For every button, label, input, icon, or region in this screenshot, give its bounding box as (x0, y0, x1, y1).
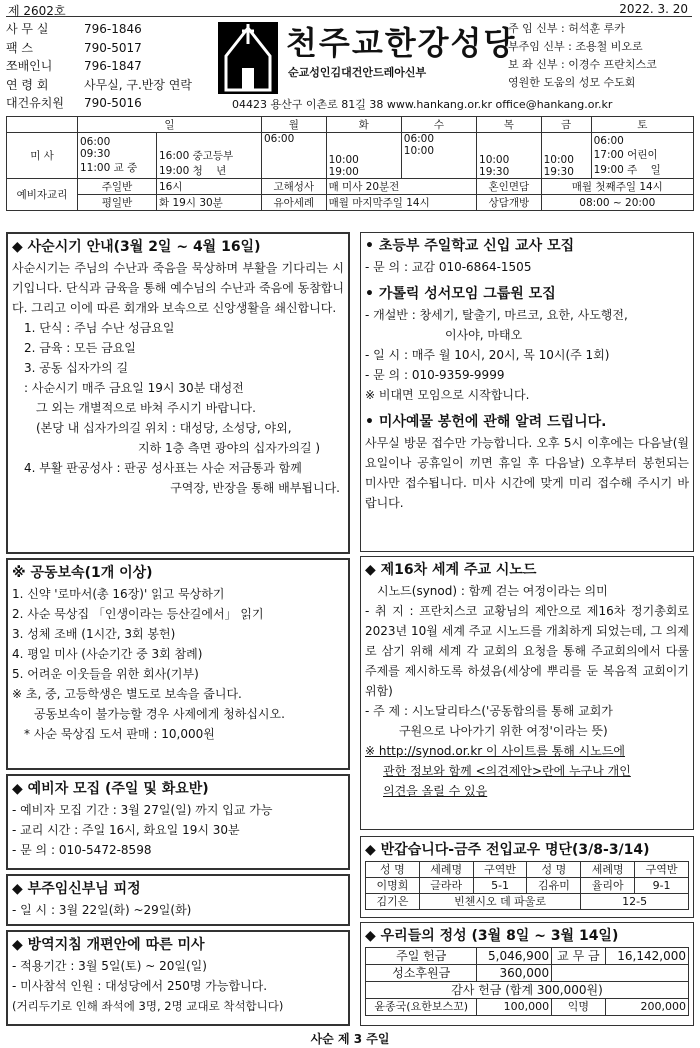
contact-row: 연 령 회 사무실, 구.반장 연락 (6, 77, 192, 92)
contact-row: 대건유치원 790-5016 (6, 96, 142, 110)
schedule-header-row: 일 월 화 수 목 금 토 (7, 117, 694, 133)
synod-notice: ◆ 제16차 세계 주교 시노드 시노드(synod) : 함께 걷는 여정이라는 의미 - 취 지 : 프란치스코 교황님의 제안으로 제16차 정기총회로 2023년 10월 세계 주교 시노드를 개최하게 되었는데, 그 의제로 삼기 위해 세계 각 교회의 요청을 통해 주교회의에서 다룰 주제를 제시하도록 하셨음(세상에 뿌리를 둔 복음적 교회이기 위함) - 주 제 : 시노달리타스('공동합의를 통해 교회가 구원으로 나아가기 위한 여정'이라는 뜻) ※ http://synod.or.kr 이 사이트를 통해 시노드에 관한 정보와 함께 <의견제안>란에 누구나 개인 의견을 올릴 수 있음 (360, 556, 694, 830)
table-row: 주일 헌금 5,046,900 교 무 금 16,142,000 (366, 948, 689, 965)
table-row: 감사 헌금 (합계 300,000원) (366, 982, 689, 999)
lent-notice: ◆ 사순시기 안내(3월 2일 ~ 4월 16일) 사순시기는 주님의 수난과 죽음을 묵상하며 부활을 기다리는 시기입니다. 단식과 금육을 통해 예수님의 수난과 죽음에 동참합니다. 그리고 이에 따른 회개와 보속으로 신앙생활을 쇄신합니다. 1. 단식 : 주님 수난 성금요일 2. 금육 : 모든 금요일 3. 공동 십자가의 길 : 사순시기 매주 금요일 19시 30분 대성전 그 외는 개별적으로 바쳐 주시기 바랍니다. (본당 내 십자가의길 위치 : 대성당, 소성당, 야외, 지하 1층 측면 광야의 십자가의길 ) 4. 부활 판공성사 : 판공 성사표는 사순 저금통과 함께 구역장, 반장을 통해 배부됩니다. (6, 232, 350, 554)
covid-notice: ◆ 방역지침 개편안에 따른 미사 - 적용기간 : 3월 5일(토) ~ 20일(일) - 미사참석 인원 : 대성당에서 250명 가능합니다. (거리두기로 인해 좌석에 3명, 2명 교대로 착석합니다) (6, 930, 350, 1026)
parish-notices-right: • 초등부 주일학교 신입 교사 모집 - 문 의 : 교감 010-6864-1505 • 가톨릭 성서모임 그룹원 모집 - 개설반 : 창세기, 탈출기, 마르코, 요한, 사도행전, 이사야, 마태오 - 일 시 : 매주 월 10시, 20시, 목 10시(주 1회) - 문 의 : 010-9359-9999 ※ 비대면 모임으로 시작합니다. • 미사예물 봉헌에 관해 알려 드립니다. 사무실 방문 접수만 가능합니다. 오후 5시 이후에는 다음날(월요일이나 공휴일이 끼면 휴일 후 다음날) 오후부터 봉헌되는 미사만 접수됩니다. 미사 시간에 맞게 미리 접수해 주시기 바랍니다. (360, 232, 694, 552)
penance-title: ※ 공동보속(1개 이상) (12, 565, 153, 581)
offerings-box: ◆ 우리들의 정성 (3월 8일 ~ 3월 14일) 주일 헌금 5,046,900 교 무 금 16,142,000 성소후원금 360,000 감사 헌금 (합계 300,000원) 윤종국(요한보스꼬) 100,000 익명 200,000 (360, 922, 694, 1026)
prep-row: 예비자교리 주일반 16시 고해성사 매 미사 20분전 혼인면담 매월 첫째주일 14시 (7, 179, 694, 195)
lent-intro: 사순시기는 주님의 수난과 죽음을 묵상하며 부활을 기다리는 시기입니다. 단식과 금육을 통해 예수님의 수난과 죽음에 동참합니다. 그리고 이에 따른 회개와 보속으로 신앙생활을 쇄신합니다. (12, 261, 344, 315)
table-row: 성소후원금 360,000 (366, 965, 689, 982)
welcome-table: 성 명 세례명 구역반 성 명 세례명 구역반 이명희 글라라 5-1 김유미 율리아 9-1 김기은 빈첸시오 데 파울로 12-5 (365, 861, 689, 910)
penance-notice: ※ 공동보속(1개 이상) 1. 신약 '로마서(총 16장)' 읽고 묵상하기 2. 사순 묵상집 「인생이라는 등산길에서」 읽기 3. 성체 조배 (1시간, 3회 봉헌) 4. 평일 미사 (사순기간 중 3회 참례) 5. 어려운 이웃들을 위한 회사(기부) ※ 초, 중, 고등학생은 별도로 보속을 줍니다. 공동보속이 불가능할 경우 사제에게 청하십시오. * 사순 묵상집 도서 판매 : 10,000원 (6, 558, 350, 770)
table-row: 이명희 글라라 5-1 김유미 율리아 9-1 (366, 878, 689, 894)
contact-row: 사 무 실 796-1846 (6, 22, 142, 36)
catechumen-notice: ◆ 예비자 모집 (주일 및 화요반) - 예비자 모집 기간 : 3월 27일(일) 까지 입교 가능 - 교리 시간 : 주일 16시, 화요일 19시 30분 - 문 의 : 010-5472-8598 (6, 774, 350, 870)
issue-date: 2022. 3. 20 (619, 2, 688, 16)
table-row: 윤종국(요한보스꼬) 100,000 익명 200,000 (366, 999, 689, 1016)
prep-row: 평일반 화 19시 30분 유아세례 매월 마지막주일 14시 상담개방 08:00 ~ 20:00 (7, 195, 694, 211)
retreat-notice: ◆ 부주임신부님 피정 - 일 시 : 3월 22일(화) ~29일(화) (6, 874, 350, 926)
issue-number: 제 2602호 (8, 4, 66, 18)
parish-subtitle: 순교성인김대건안드레아신부 (288, 66, 427, 79)
staff-item: 영원한 도움의 성모 수도회 (508, 76, 636, 89)
parish-title: 천주교한강성당 (286, 24, 517, 62)
mass-row: 미 사 06:00 09:30 11:00 교 중 16:00 중고등부 19:00 청 년 06:00 10:00 19:00 06:00 10:00 10:00 19:30 10:00 19:30 06:00 17:00 어린이 19:00 주 일 (7, 133, 694, 179)
offerings-table (365, 947, 689, 1016)
lent-title: ◆ 사순시기 안내(3월 2일 ~ 4월 16일) (12, 239, 261, 255)
staff-item: 부주임 신부 : 조용철 비오로 (508, 40, 643, 53)
staff-item: 주 임 신부 : 허석훈 루카 (508, 22, 625, 35)
synod-link[interactable]: ※ http://synod.or.kr 이 사이트를 통해 시노드에 (365, 744, 626, 758)
top-line (6, 2, 692, 17)
footer-label: 사순 제 3 주일 (310, 1032, 390, 1046)
masthead (6, 18, 694, 114)
staff-item: 보 좌 신부 : 이경수 프란치스코 (508, 58, 657, 71)
address-line: 04423 용산구 이촌로 81길 38 www.hankang.or.kr office@hankang.or.kr (232, 98, 613, 111)
contact-list (6, 20, 216, 113)
table-row: 김기은 빈첸시오 데 파울로 12-5 (366, 894, 689, 910)
church-logo-icon (218, 22, 278, 94)
schedule-table (6, 116, 694, 211)
staff-list (508, 20, 657, 92)
welcome-box: ◆ 반갑습니다-금주 전입교우 명단(3/8-3/14) 성 명 세례명 구역반 성 명 세례명 구역반 이명희 글라라 5-1 김유미 율리아 9-1 김기은 빈첸시오 데 파울로 12-5 (360, 836, 694, 918)
contact-row: 쪼배인니 796-1847 (6, 59, 142, 73)
contact-row: 팩 스 790-5017 (6, 40, 142, 55)
